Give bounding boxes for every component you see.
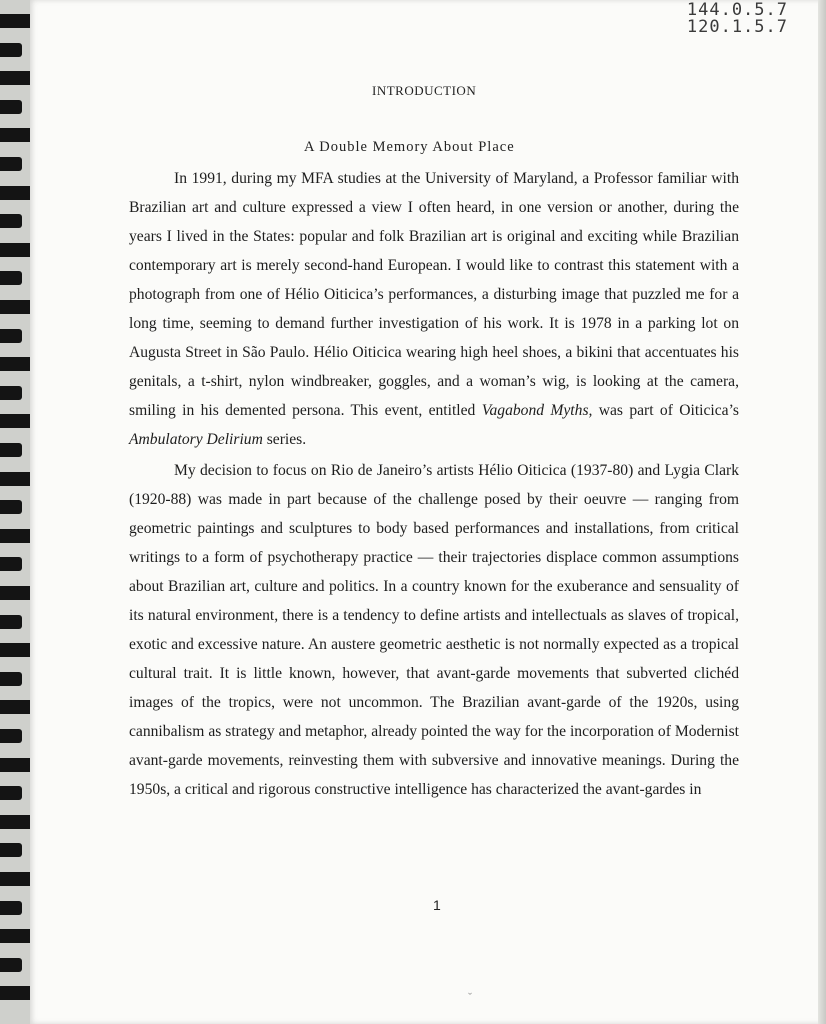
page-edge [818, 0, 826, 1024]
binding-coil [0, 958, 22, 972]
binding-coil [0, 157, 22, 171]
text-run: was part of Oiticica’s [592, 402, 739, 419]
binding-coil [0, 271, 22, 285]
archive-number-line-2: 120.1.5.7 [686, 17, 788, 37]
text-run: My decision to focus on Rio de Janeiro’s artists Hélio Oiticica (1937-80) and Lygia Clark (1920-88) was made in part because of the challenge posed by their oeuvre — ranging from geometric paintings and sculptures to body based performances and installations, from critical writings to a form of psychotherapy practice — their trajectories displace common assumptions about Brazilian art, culture and politics. In a country known for the exuberance and sensuality of its natural environment, there is a tendency to define artists and intellectuals as slaves of tropical, exotic and excessive nature. An austere geometric aesthetic is not normally expected as a tropical cultural trait. It is little known, however, that avant-garde movements that subverted clichéd images of the tropics, were not uncommon. The Brazilian avant-garde of the 1920s, using cannibalism as strategy and metaphor, already pointed the way for the incorporation of Modernist avant-garde movements, reinvesting them with subversive and innovative meanings. During the 1950s, a critical and rigorous constructive intelligence has characterized the avant-gardes in [129, 462, 739, 798]
handwritten-archive-number [678, 2, 788, 36]
binding-coil [0, 43, 22, 57]
binding-coil [0, 843, 22, 857]
section-subheading: A Double Memory About Place [304, 139, 515, 155]
text-run: In 1991, during my MFA studies at the University of Maryland, a Professor familiar with Brazilian art and culture expressed a view I often heard, in one version or another, during the years I lived in the States: popular and folk Brazilian art is original and exciting while Brazilian contemporary art is merely second-hand European. I would like to contrast this statement with a photograph from one of Hélio Oiticica’s performances, a disturbing image that puzzled me for a long time, seeming to demand further investigation of his work. It is 1978 in a parking lot on Augusta Street in São Paulo. Hélio Oiticica wearing high heel shoes, a bikini that accentuates his genitals, a t-shirt, nylon windbreaker, goggles, and a woman’s wig, is looking at the camera, smiling in his demented persona. This event, entitled [129, 170, 739, 419]
italic-title: Ambulatory Delirium [129, 431, 263, 448]
paragraph-2 [129, 456, 739, 804]
stray-mark: ˇ [468, 990, 472, 1004]
body-text [129, 164, 739, 804]
binding-coil [0, 786, 22, 800]
binding-coil [0, 557, 22, 571]
binding-coil [0, 729, 22, 743]
binding-coil [0, 443, 22, 457]
section-heading: INTRODUCTION [372, 83, 477, 98]
binding-coil [0, 100, 22, 114]
italic-title: Vagabond Myths, [481, 402, 593, 419]
binding-coil [0, 615, 22, 629]
paragraph-1 [129, 164, 739, 454]
binding-coil [0, 672, 22, 686]
text-run: series. [262, 431, 307, 448]
binding-coil [0, 214, 22, 228]
page-number: 1 [433, 897, 441, 913]
binding-coil [0, 329, 22, 343]
binding-coil [0, 901, 22, 915]
binding-coil [0, 500, 22, 514]
archive-number-line-1: 144.0.5.7 [686, 0, 788, 20]
binding-coil [0, 386, 22, 400]
